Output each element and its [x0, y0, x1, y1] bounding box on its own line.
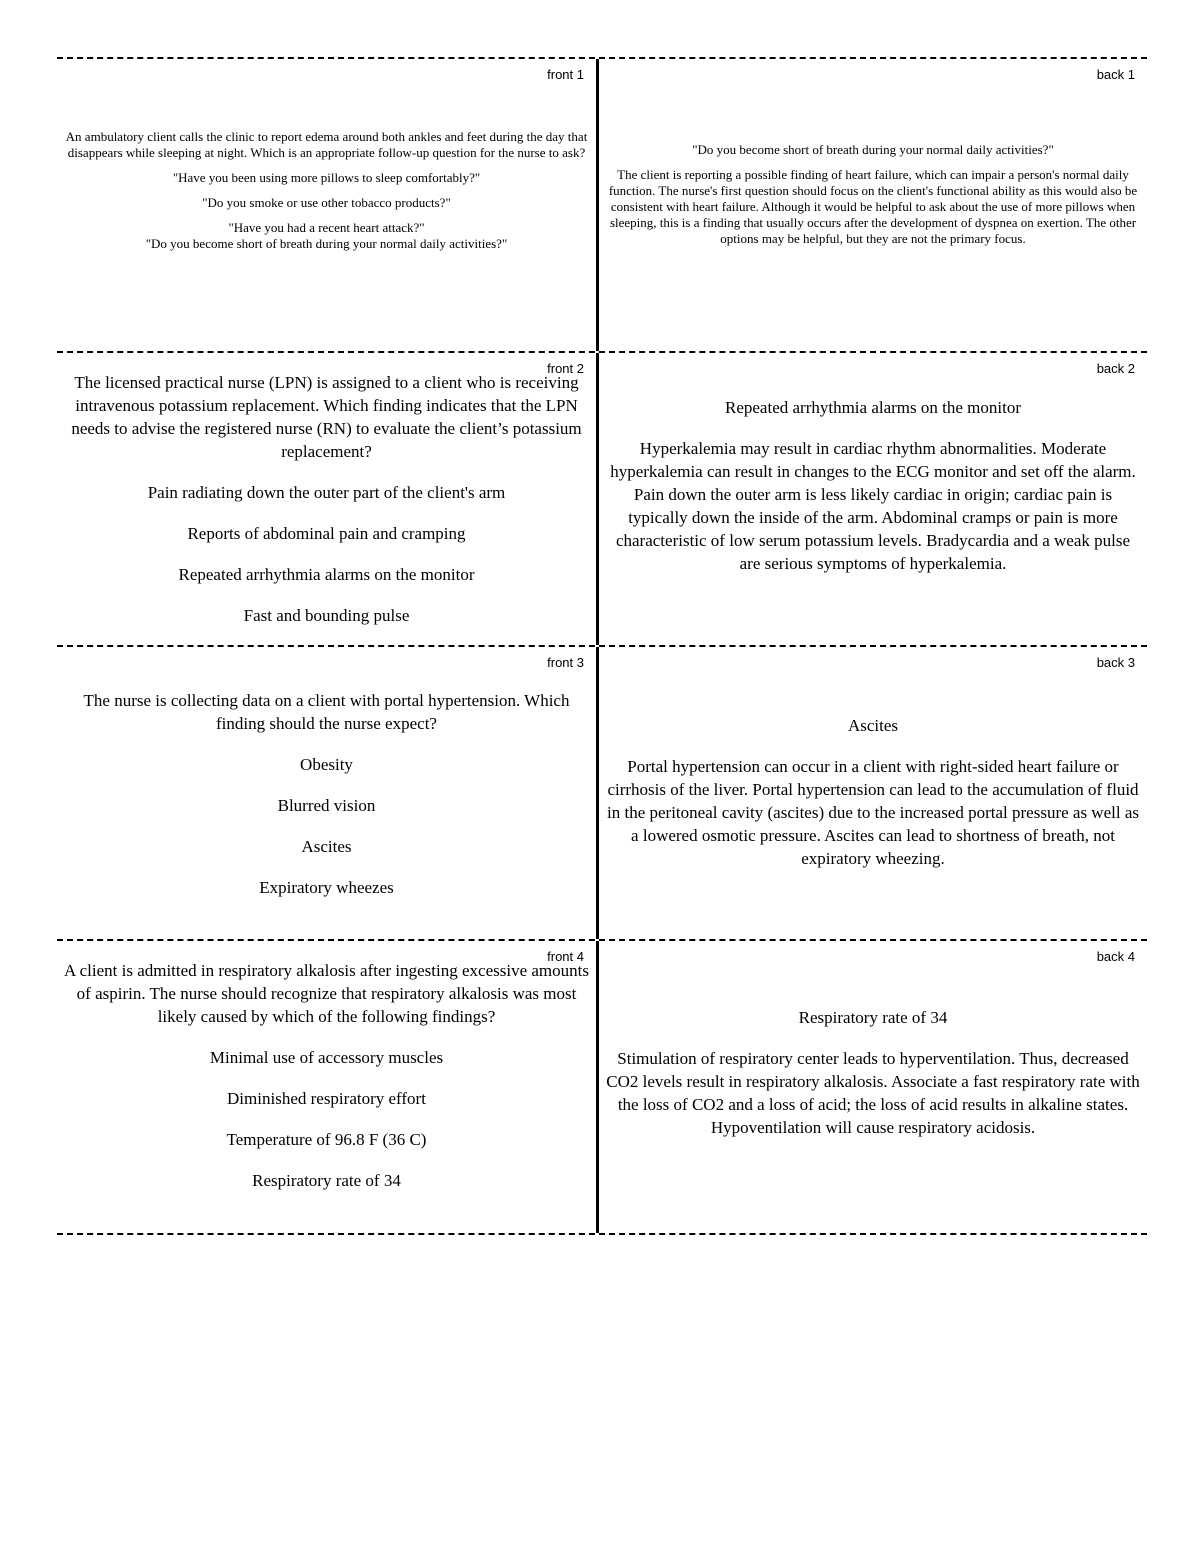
card-back-tag: back 3	[1096, 655, 1135, 670]
card-back-3	[599, 647, 1147, 939]
question-text: The nurse is collecting data on a client with portal hypertension. Which finding should the nurse expect?	[83, 691, 570, 733]
option-text: Temperature of 96.8 F (36 C)	[226, 1130, 427, 1149]
answer-text: "Do you become short of breath during your normal daily activities?"	[692, 142, 1054, 157]
card-back-content	[605, 714, 1141, 870]
option-text: Pain radiating down the outer part of the client's arm	[147, 483, 506, 502]
option-text: Expiratory wheezes	[259, 878, 394, 897]
card-back-1	[599, 59, 1147, 351]
card-front-3	[57, 647, 599, 939]
question-text: A client is admitted in respiratory alkalosis after ingesting excessive amounts of aspirin. The nurse should recognize that respiratory alkalosis was most likely caused by which of the following findings?	[64, 961, 589, 1026]
explanation-text: Stimulation of respiratory center leads to hyperventilation. Thus, decreased CO2 levels result in respiratory alkalosis. Associate a fast respiratory rate with the loss of CO2 and a loss of acid; the loss of acid results in alkaline states. Hypoventilation will cause respiratory acidosis.	[606, 1049, 1140, 1137]
card-back-content	[605, 396, 1141, 575]
card-front-1	[57, 59, 599, 351]
card-row-1	[57, 57, 1147, 351]
explanation-text: Portal hypertension can occur in a client with right-sided heart failure or cirrhosis of the liver. Portal hypertension can lead to the accumulation of fluid in the peritoneal cavity (ascites) due to the increased portal pressure as well as a lowered osmotic pressure. Ascites can lead to shortness of breath, not expiratory wheezing.	[607, 757, 1139, 868]
card-front-tag: front 2	[547, 361, 584, 376]
card-back-2	[599, 353, 1147, 645]
option-text: "Have you had a recent heart attack?"	[228, 220, 425, 235]
card-row-2	[57, 351, 1147, 645]
card-front-content	[63, 689, 590, 899]
option-text: Diminished respiratory effort	[227, 1089, 426, 1108]
card-front-content	[63, 959, 590, 1192]
card-back-content	[605, 1006, 1141, 1139]
card-front-tag: front 1	[547, 67, 584, 82]
card-front-2	[57, 353, 599, 645]
option-text: Reports of abdominal pain and cramping	[187, 524, 466, 543]
explanation-text: The client is reporting a possible finding of heart failure, which can impair a person's normal daily function. The nurse's first question should focus on the client's functional ability as this would also be consistent with heart failure. Although it would be helpful to ask about the use of more pillows when sleeping, this is a finding that usually occurs after the development of dyspnea on exertion. The other options may be helpful, but they are not the primary focus.	[608, 167, 1138, 246]
card-front-content	[63, 371, 590, 627]
option-text: Ascites	[301, 837, 352, 856]
answer-text: Ascites	[847, 716, 899, 735]
option-text: Obesity	[300, 755, 353, 774]
question-text: The licensed practical nurse (LPN) is assigned to a client who is receiving intravenous potassium replacement. Which finding indicates that the LPN needs to advise the registered nurse (RN) to evaluate the client’s potassium replacement?	[71, 373, 582, 461]
card-front-4	[57, 941, 599, 1233]
option-text: "Have you been using more pillows to sleep comfortably?"	[172, 170, 481, 185]
answer-text: Repeated arrhythmia alarms on the monitor	[725, 398, 1021, 417]
card-front-tag: front 4	[547, 949, 584, 964]
option-text: Respiratory rate of 34	[252, 1171, 401, 1190]
option-text: Repeated arrhythmia alarms on the monitor	[178, 565, 475, 584]
option-text: "Do you become short of breath during your normal daily activities?"	[145, 236, 508, 251]
card-front-tag: front 3	[547, 655, 584, 670]
card-back-tag: back 1	[1096, 67, 1135, 82]
option-text: Fast and bounding pulse	[243, 606, 410, 625]
card-row-3	[57, 645, 1147, 939]
card-back-content	[605, 142, 1141, 247]
explanation-text: Hyperkalemia may result in cardiac rhythm abnormalities. Moderate hyperkalemia can result in changes to the ECG monitor and set off the alarm. Pain down the outer arm is less likely cardiac in origin; cardiac pain is typically down the inside of the arm. Abdominal cramps or pain is more characteristic of low serum potassium levels. Bradycardia and a weak pulse are serious symptoms of hyperkalemia.	[610, 439, 1136, 573]
card-back-tag: back 4	[1096, 949, 1135, 964]
option-text: "Do you smoke or use other tobacco products?"	[202, 195, 451, 210]
card-front-content	[63, 129, 590, 252]
question-text: An ambulatory client calls the clinic to report edema around both ankles and feet during the day that disappears while sleeping at night. Which is an appropriate follow-up question for the nurse to ask?	[65, 129, 588, 160]
option-text: Blurred vision	[277, 796, 376, 815]
flashcard-sheet	[57, 57, 1147, 1235]
card-back-tag: back 2	[1096, 361, 1135, 376]
card-row-4	[57, 939, 1147, 1235]
answer-text: Respiratory rate of 34	[798, 1008, 948, 1027]
option-text: Minimal use of accessory muscles	[209, 1048, 444, 1067]
card-back-4	[599, 941, 1147, 1233]
